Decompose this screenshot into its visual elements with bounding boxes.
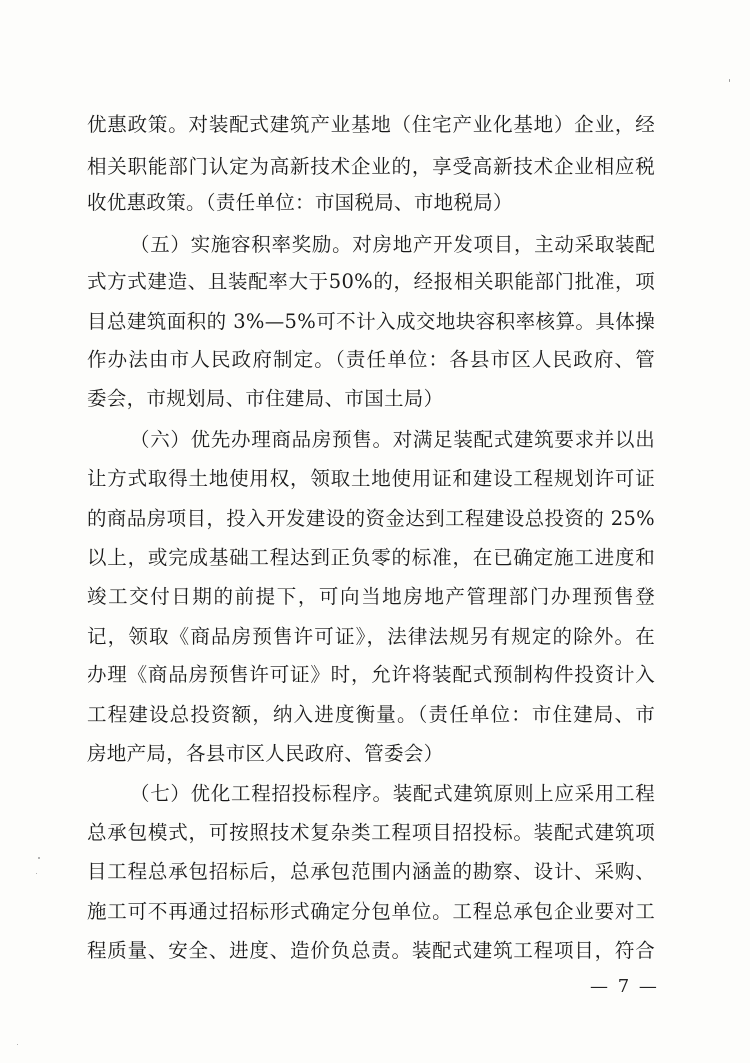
text-line: 让方式取得土地使用权，领取土地使用证和建设工程规划许可证 [87, 467, 655, 490]
text-line: 施工可不再通过招标形式确定分包单位。工程总承包企业要对工 [87, 900, 655, 923]
text-line: 总承包模式，可按照技术复杂类工程项目招投标。装配式建筑项 [87, 821, 655, 844]
scan-speck [729, 79, 730, 82]
paragraph-6-heading-line: （六）优先办理商品房预售。对满足装配式建筑要求并以出 [130, 428, 655, 451]
scan-speck [36, 873, 37, 874]
text-line: 目工程总承包招标后，总承包范围内涵盖的勘察、设计、采购、 [87, 860, 655, 883]
text-line: 办理《商品房预售许可证》时，允许将装配式预制构件投资计入 [87, 663, 655, 686]
text-line: 目总建筑面积的 3%—5%可不计入成交地块容积率核算。具体操 [87, 310, 655, 333]
scan-speck [38, 857, 40, 859]
text-line: 优惠政策。对装配式建筑产业基地（住宅产业化基地）企业，经 [87, 113, 655, 136]
text-line: 作办法由市人民政府制定。（责任单位：各县市区人民政府、管 [87, 348, 655, 371]
text-line: 以上，或完成基础工程达到正负零的标准，在已确定施工进度和 [87, 546, 655, 569]
text-line: 收优惠政策。（责任单位：市国税局、市地税局） [87, 191, 513, 214]
text-line: 记，领取《商品房预售许可证》，法律法规另有规定的除外。在 [87, 625, 655, 648]
text-line: 相关职能部门认定为高新技术企业的，享受高新技术企业相应税 [87, 155, 655, 178]
text-line: 程质量、安全、进度、造价负总责。装配式建筑工程项目，符合 [87, 939, 655, 962]
scan-speck [17, 1044, 18, 1045]
paragraph-7-heading-line: （七）优化工程招投标程序。装配式建筑原则上应采用工程 [130, 782, 655, 805]
text-line: 工程建设总投资额，纳入进度衡量。（责任单位：市住建局、市 [87, 703, 655, 726]
text-line: 竣工交付日期的前提下，可向当地房地产管理部门办理预售登 [87, 585, 655, 608]
text-line: 式方式建造、且装配率大于50%的，经报相关职能部门批准，项 [87, 270, 655, 293]
page-number: — 7 — [590, 976, 659, 997]
paragraph-5-heading-line: （五）实施容积率奖励。对房地产开发项目，主动采取装配 [130, 233, 655, 256]
text-line: 委会，市规划局、市住建局、市国土局） [87, 387, 444, 410]
text-line: 的商品房项目，投入开发建设的资金达到工程建设总投资的 25% [87, 507, 655, 530]
text-line: 房地产局，各县市区人民政府、管委会） [87, 742, 444, 765]
